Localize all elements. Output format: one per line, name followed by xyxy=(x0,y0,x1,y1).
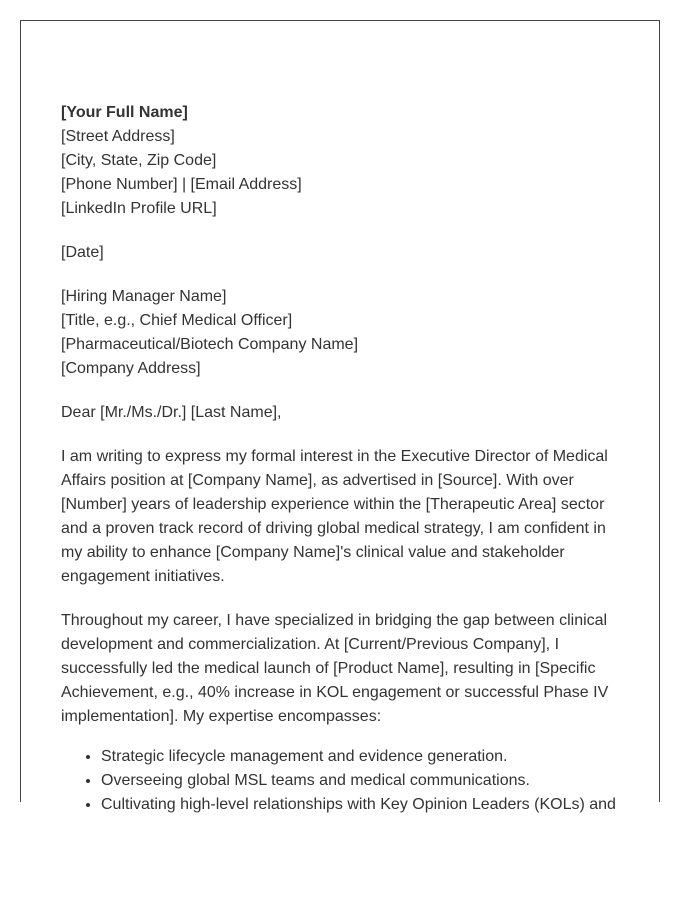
letter-content xyxy=(61,101,626,817)
recipient-title: [Title, e.g., Chief Medical Officer] xyxy=(61,312,293,329)
recipient-address: [Company Address] xyxy=(61,360,201,377)
sender-city: [City, State, Zip Code] xyxy=(61,152,217,169)
salutation-block xyxy=(61,401,626,425)
sender-block xyxy=(61,101,626,221)
body-paragraph-2: Throughout my career, I have specialized in bridging the gap between clinical development and commercialization. At [Current/Previous Company], I successfully led the medical launch of [Product Name], resulting in [Specific Achievement, e.g., 40% increase in KOL engagement or successful Phase IV implementation]. My expertise encompasses: xyxy=(61,612,609,725)
recipient-name: [Hiring Manager Name] xyxy=(61,288,227,305)
sender-name: [Your Full Name] xyxy=(61,104,188,121)
recipient-block xyxy=(61,285,626,381)
list-item: • Strategic lifecycle management and evidence generation. xyxy=(101,745,626,769)
letter-page xyxy=(20,20,660,813)
expertise-list xyxy=(61,745,626,817)
date-block xyxy=(61,241,626,265)
list-item: • Cultivating high-level relationships with Key Opinion Leaders (KOLs) and xyxy=(101,793,626,817)
sender-contact: [Phone Number] | [Email Address] xyxy=(61,176,302,193)
sender-linkedin: [LinkedIn Profile URL] xyxy=(61,200,217,217)
letter-date: [Date] xyxy=(61,244,104,261)
sender-street: [Street Address] xyxy=(61,128,175,145)
salutation: Dear [Mr./Ms./Dr.] [Last Name], xyxy=(61,404,282,421)
list-item: • Overseeing global MSL teams and medical communications. xyxy=(101,769,626,793)
body-paragraph-1: I am writing to express my formal interest in the Executive Director of Medical Affairs position at [Company Name], as advertised in [Source]. With over [Number] years of leadership experience within the [Therapeutic Area] sector and a proven track record of driving global medical strategy, I am confident in my ability to enhance [Company Name]'s clinical value and stakeholder engagement initiatives. xyxy=(61,448,608,585)
recipient-company: [Pharmaceutical/Biotech Company Name] xyxy=(61,336,359,353)
